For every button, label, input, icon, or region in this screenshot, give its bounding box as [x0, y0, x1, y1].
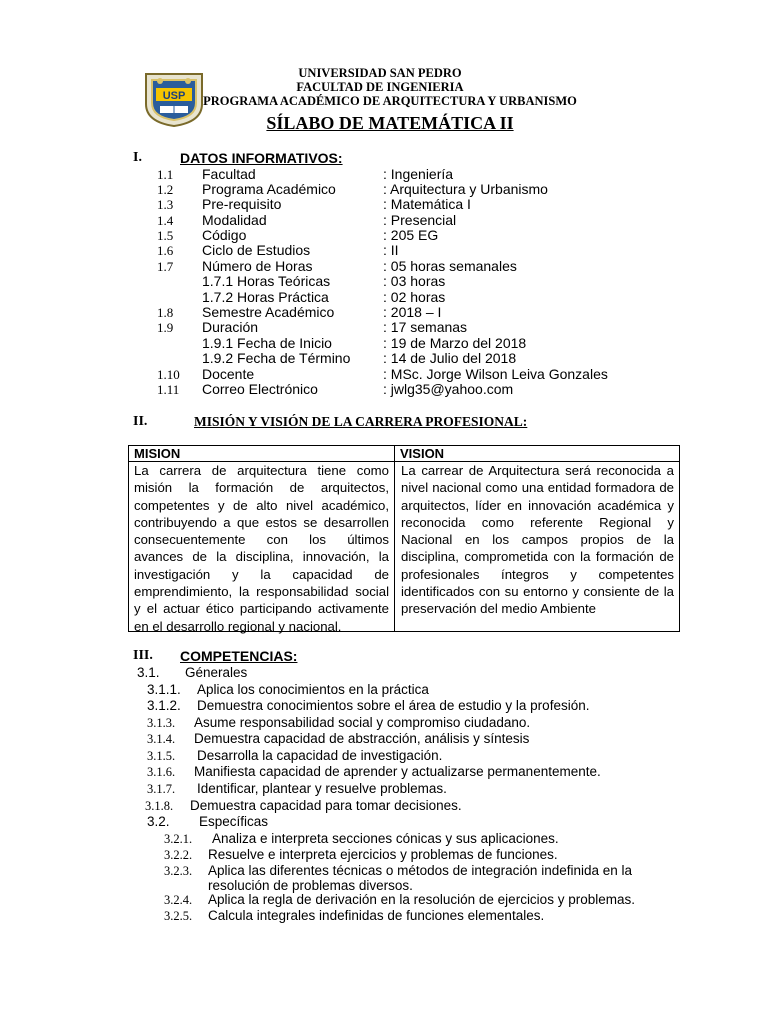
- section1-number: I.: [133, 150, 142, 165]
- logo-text: USP: [162, 90, 186, 102]
- specific-item-text: Calcula integrales indefinidas de funciones elementales.: [208, 908, 545, 923]
- datos-row-label: Ciclo de Estudios: [202, 242, 311, 258]
- specific-number: 3.2.: [147, 814, 170, 829]
- general-item-text: Demuestra capacidad de abstracción, análisis y síntesis: [194, 731, 530, 746]
- datos-row-value: : jwlg35@yahoo.com: [383, 381, 514, 397]
- datos-row-label: Semestre Académico: [202, 304, 335, 320]
- datos-row-label: Modalidad: [202, 212, 267, 228]
- datos-row-number: 1.1: [157, 167, 174, 182]
- program-name: PROGRAMA ACADÉMICO DE ARQUITECTURA Y URBANISMO: [203, 94, 577, 108]
- specific-item-text: Analiza e interpreta secciones cónicas y sus aplicaciones.: [212, 831, 559, 846]
- datos-row-value: : Presencial: [383, 212, 457, 228]
- general-item-number: 3.1.8.: [145, 799, 174, 813]
- datos-row-value: : Ingeniería: [383, 166, 454, 182]
- section2-title: MISIÓN Y VISIÓN DE LA CARRERA PROFESIONAL:: [194, 414, 528, 429]
- datos-row-label: Docente: [202, 366, 255, 382]
- datos-row-value: : Arquitectura y Urbanismo: [383, 181, 548, 197]
- specific-item-number: 3.2.2.: [164, 848, 193, 862]
- datos-row-value: : 03 horas: [383, 273, 446, 289]
- datos-row-value: : 02 horas: [383, 289, 446, 305]
- datos-row-number: 1.8: [157, 305, 174, 320]
- section3-number: III.: [133, 648, 153, 663]
- general-item-text: Aplica los conocimientos en la práctica: [197, 682, 429, 697]
- datos-row-label: Programa Académico: [202, 181, 336, 197]
- datos-row-label: 1.9.1 Fecha de Inicio: [202, 335, 332, 351]
- datos-row-number: 1.9: [157, 320, 174, 335]
- specific-item-number: 3.2.4.: [164, 893, 193, 907]
- general-item-text: Demuestra capacidad para tomar decisiones.: [190, 798, 462, 813]
- mission-text: La carrera de arquitectura tiene como misión la formación de arquitectos, competentes y de alto nivel académico, contribuyendo a que estos se desarrollen consecuentemente con los últimos avances de la disciplina, innovación, la investigación y la capacidad de emprendimiento, la responsabilidad social y el actuar ético participando activamente en el desarrollo regional y nacional.: [134, 463, 389, 634]
- specific-item-number: 3.2.5.: [164, 909, 193, 923]
- general-number: 3.1.: [137, 665, 160, 680]
- general-item-text: Asume responsabilidad social y compromiso ciudadano.: [194, 715, 531, 730]
- mission-header: MISION: [134, 446, 181, 461]
- datos-row-value: : 19 de Marzo del 2018: [383, 335, 527, 351]
- specific-item-text-continued: resolución de problemas diversos.: [208, 878, 413, 893]
- datos-row-label: Número de Horas: [202, 258, 313, 274]
- general-item-text: Identificar, plantear y resuelve problemas.: [197, 781, 447, 796]
- faculty-name: FACULTAD DE INGENIERIA: [296, 80, 464, 94]
- datos-row-label: Facultad: [202, 166, 256, 182]
- datos-row-number: 1.6: [157, 243, 174, 258]
- general-label: Génerales: [185, 665, 248, 680]
- specific-item-text: Aplica la regla de derivación en la resolución de ejercicios y problemas.: [208, 892, 635, 907]
- document-title: SÍLABO DE MATEMÁTICA II: [266, 113, 514, 133]
- datos-row-label: Pre-requisito: [202, 196, 282, 212]
- datos-row-number: 1.4: [157, 213, 174, 228]
- general-item-number: 3.1.5.: [147, 749, 176, 763]
- datos-row-value: : 05 horas semanales: [383, 258, 517, 274]
- datos-row-label: Duración: [202, 319, 259, 335]
- general-item-number: 3.1.2.: [147, 698, 181, 713]
- specific-label: Específicas: [199, 814, 269, 829]
- mission-vision-table: [128, 445, 680, 632]
- datos-row-value: : 205 EG: [383, 227, 439, 243]
- university-name: UNIVERSIDAD SAN PEDRO: [298, 66, 462, 80]
- general-item-number: 3.1.6.: [147, 765, 176, 779]
- datos-row-number: 1.5: [157, 228, 174, 243]
- datos-row-label: 1.9.2 Fecha de Término: [202, 350, 351, 366]
- general-item-number: 3.1.4.: [147, 732, 176, 746]
- section2-number: II.: [133, 414, 148, 429]
- datos-row-label: Código: [202, 227, 247, 243]
- datos-row-value: : II: [383, 242, 399, 258]
- specific-item-text: Aplica las diferentes técnicas o métodos de integración indefinida en la: [208, 863, 633, 878]
- datos-row-number: 1.11: [157, 382, 180, 397]
- general-item-number: 3.1.1.: [147, 682, 181, 697]
- datos-row-number: 1.2: [157, 182, 174, 197]
- vision-text: La carrear de Arquitectura será reconocida a nivel nacional como una entidad formadora de arquitectos, líder en innovación académica y reconocida como referente Regional y Nacional en los campos propios de la disciplina, comprometida con la formación de profesionales íntegros y competentes identificados con su entorno y consiente de la preservación del medio Ambiente: [401, 463, 674, 617]
- section1-title: DATOS INFORMATIVOS:: [180, 150, 343, 166]
- general-item-text: Manifiesta capacidad de aprender y actualizarse permanentemente.: [194, 764, 601, 779]
- general-item-text: Demuestra conocimientos sobre el área de estudio y la profesión.: [197, 698, 590, 713]
- specific-item-number: 3.2.1.: [164, 832, 193, 846]
- vision-header: VISION: [400, 446, 445, 461]
- datos-row-label: 1.7.1 Horas Teóricas: [202, 273, 331, 289]
- general-item-number: 3.1.3.: [147, 716, 176, 730]
- section3-title: COMPETENCIAS:: [180, 648, 298, 664]
- datos-row-number: 1.10: [157, 367, 180, 382]
- datos-row-value: : Matemática I: [383, 196, 471, 212]
- datos-row-value: : 2018 – I: [383, 304, 442, 320]
- datos-row-number: 1.7: [157, 259, 174, 274]
- general-item-number: 3.1.7.: [147, 782, 176, 796]
- general-item-text: Desarrolla la capacidad de investigación.: [197, 748, 443, 763]
- datos-row-value: : 17 semanas: [383, 319, 468, 335]
- datos-row-number: 1.3: [157, 197, 174, 212]
- datos-row-value: : 14 de Julio del 2018: [383, 350, 517, 366]
- datos-row-label: 1.7.2 Horas Práctica: [202, 289, 329, 305]
- specific-item-text: Resuelve e interpreta ejercicios y problemas de funciones.: [208, 847, 558, 862]
- datos-row-label: Correo Electrónico: [202, 381, 318, 397]
- specific-item-number: 3.2.3.: [164, 864, 193, 878]
- datos-row-value: : MSc. Jorge Wilson Leiva Gonzales: [383, 366, 608, 382]
